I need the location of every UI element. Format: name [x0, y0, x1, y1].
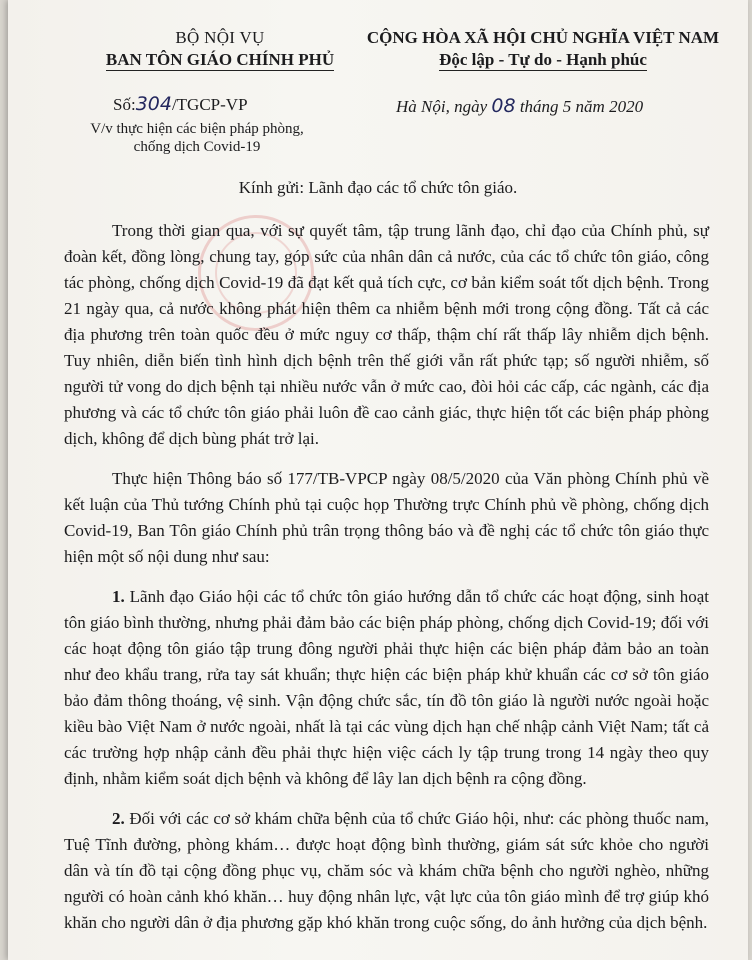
- date-day-handwritten: 08: [491, 95, 516, 117]
- item-2-number: 2.: [112, 809, 125, 828]
- item-2-text: Đối với các cơ sở khám chữa bệnh của tổ chức Giáo hội, như: các phòng thuốc nam, Tuệ Tĩnh đường, phòng khám… được hoạt động bình thường, giám sát sức khỏe cho người dân và tín đồ tại cộng đồng phục vụ, chăm sóc và khám chữa bệnh cho người nghèo, những người có hoàn cảnh khó khăn… huy động nhân lực, vật lực của tôn giáo mình để trợ giúp khó khăn cho người dân ở địa phương gặp khó khăn trong cuộc sống, do ảnh hưởng của dịch bệnh.: [64, 809, 710, 932]
- subject-line-2: chống dịch Covid-19: [133, 139, 261, 155]
- date-suffix: tháng 5 năm 2020: [519, 97, 644, 116]
- date-line: [396, 95, 643, 117]
- agency-name: [70, 50, 370, 70]
- ministry-name: BỘ NỘI VỤ: [175, 28, 265, 47]
- document-number: [113, 93, 248, 115]
- greeting: Kính gửi: Lãnh đạo các tổ chức tôn giáo.: [238, 178, 518, 197]
- paragraph-intro: Trong thời gian qua, với sự quyết tâm, tập trung lãnh đạo, chỉ đạo của Chính phủ, sự đoàn kết, đồng lòng, chung tay, góp sức của nhân dân cả nước, của các tổ chức tôn giáo, công tác phòng, chống dịch Covid-19 đã đạt kết quả tích cực, cơ bản kiểm soát tốt dịch bệnh. Trong 21 ngày qua, cả nước không phát hiện thêm ca nhiễm bệnh mới trong cộng đồng. Tất cả các địa phương trên toàn quốc đều ở mức nguy cơ thấp, thậm chí rất thấp lây nhiễm dịch bệnh. Tuy nhiên, diễn biến tình hình dịch bệnh trên thế giới vẫn rất phức tạp; số người nhiễm, số người tử vong do dịch bệnh tại nhiều nước vẫn ở mức cao, đòi hỏi các cấp, các ngành, các địa phương và các tổ chức tôn giáo phải luôn đề cao cảnh giác, thực hiện tốt các biện pháp phòng dịch, không để dịch bùng phát trở lại.: [64, 221, 709, 448]
- item-1-text: Lãnh đạo Giáo hội các tổ chức tôn giáo hướng dẫn tổ chức các hoạt động, sinh hoạt tôn giáo bình thường, nhưng phải đảm bảo các biện pháp phòng, chống dịch Covid-19; đối với các hoạt động tôn giáo tập trung đông người phải thực hiện các biện pháp đảm bảo an toàn như đeo khẩu trang, rửa tay sát khuẩn; thực hiện các biện pháp khử khuẩn các cơ sở tôn giáo bảo đảm thông thoáng, vệ sinh. Vận động chức sắc, tín đồ tôn giáo là người nước ngoài hoặc kiều bào Việt Nam ở nước ngoài, nhất là tại các vùng dịch hạn chế nhập cảnh Việt Nam; tất cả các trường hợp nhập cảnh đều phải thực hiện việc cách ly tập trung trong 14 ngày theo quy định, nhằm kiểm soát dịch bệnh và không để lây lan dịch bệnh ra cộng đồng.: [64, 587, 709, 788]
- issuer-header: [70, 28, 370, 70]
- national-motto: [348, 50, 738, 70]
- paragraph-item-2: [64, 806, 709, 936]
- subject-line: [72, 120, 322, 156]
- doc-number-prefix: Số:: [113, 95, 136, 114]
- date-prefix: Hà Nội, ngày: [396, 97, 488, 116]
- letter-body: [64, 218, 709, 950]
- subject-line-1: V/v thực hiện các biện pháp phòng,: [90, 121, 304, 137]
- doc-number-handwritten: 304: [135, 93, 172, 115]
- item-1-number: 1.: [112, 587, 125, 606]
- paragraph-notice: Thực hiện Thông báo số 177/TB-VPCP ngày 08/5/2020 của Văn phòng Chính phủ về kết luận của Thủ tướng Chính phủ tại cuộc họp Thường trực Chính phủ về phòng, chống dịch Covid-19, Ban Tôn giáo Chính phủ trân trọng thông báo và đề nghị các tổ chức tôn giáo thực hiện một số nội dung như sau:: [64, 469, 709, 566]
- paragraph-item-1: [64, 584, 709, 792]
- national-header: [348, 28, 738, 70]
- agency-name-text: BAN TÔN GIÁO CHÍNH PHỦ: [105, 50, 335, 69]
- doc-number-suffix: /TGCP-VP: [171, 95, 248, 114]
- country-name: CỘNG HÒA XÃ HỘI CHỦ NGHĨA VIỆT NAM: [366, 28, 720, 47]
- document-page: [8, 0, 748, 960]
- national-motto-text: Độc lập - Tự do - Hạnh phúc: [439, 50, 647, 69]
